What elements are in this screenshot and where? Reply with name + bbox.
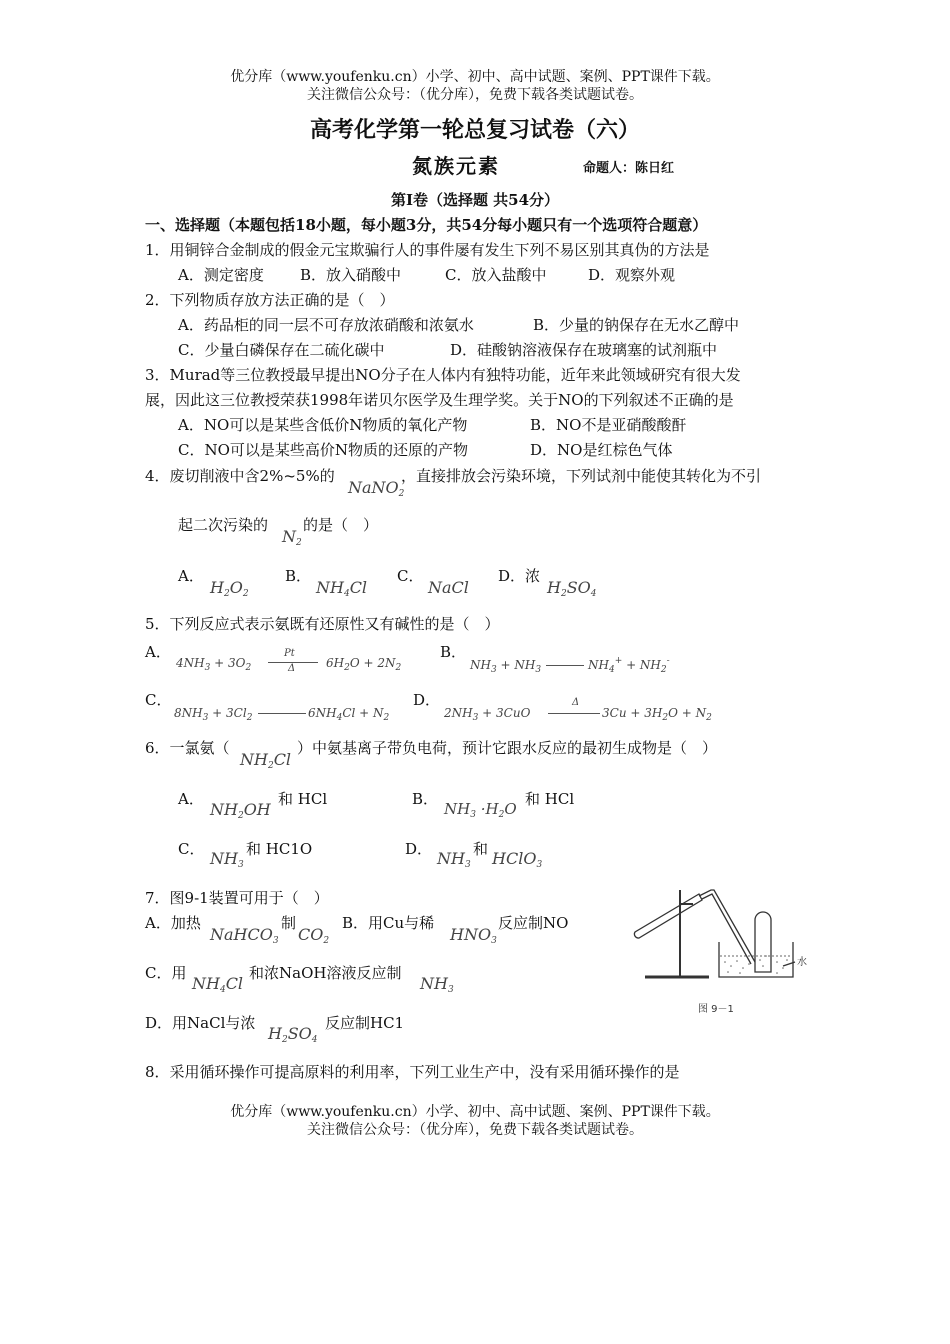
- formula-nacl: NaCl: [428, 578, 469, 597]
- header-line-2: 关注微信公众号：（优分库），免费下载各类试题试卷。: [307, 87, 643, 103]
- equation-d-left: $2NH_3 + 3CuO$: [444, 706, 531, 723]
- q3-stem-line2: 展，因此这三位教授荣获1998年诺贝尔医学及生理学奖。关于NO的下列叙述不正确的是: [145, 391, 734, 409]
- q1-option-b: B．放入硝酸中: [300, 266, 402, 284]
- footer-line-2: 关注微信公众号：（优分库），免费下载各类试题试卷。: [307, 1122, 643, 1138]
- q3-option-d: D．NO是红棕色气体: [530, 441, 673, 459]
- q5-stem: 5．下列反应式表示氨既有还原性又有碱性的是（ ）: [145, 615, 500, 633]
- q6-option-b: B．: [412, 790, 439, 808]
- formula-h2so4-q7: $H_2SO_4$: [268, 1024, 318, 1045]
- q6-option-b-text: 和 HCl: [525, 790, 575, 808]
- q3-stem-line1: 3．Murad等三位教授最早提出NO分子在人体内有独特功能，近年来此领域研究有很大发: [145, 366, 741, 384]
- formula-nano2: NaNO$_2$: [348, 478, 405, 499]
- q1-stem: 1．用铜锌合金制成的假金元宝欺骗行人的事件屡有发生下列不易区别其真伪的方法是: [145, 241, 710, 259]
- q1-option-a: A．测定密度: [178, 266, 264, 284]
- equation-d-right: $3Cu + 3H_2O + N_2$: [602, 706, 712, 723]
- q4-stem-part1: 4．废切削液中含2%~5%的: [145, 467, 335, 485]
- formula-nh2oh: $NH_2OH$: [210, 800, 271, 821]
- q7-stem: 7．图9-1装置可用于（ ）: [145, 889, 329, 907]
- q6-stem-part1: 6．一氯氨（: [145, 739, 230, 757]
- formula-h2o2: $H_2O_2$: [210, 578, 249, 599]
- header-line-1: 优分库（www.youfenku.cn）小学、初中、高中试题、案例、PPT课件下载。: [230, 69, 720, 85]
- equation-b-right: $NH_4^+ + NH_2^-$: [588, 656, 670, 675]
- formula-co2: $CO_2$: [298, 925, 330, 946]
- formula-hclo3: HClO$_3$: [492, 849, 543, 870]
- author: 命题人：陈日红: [583, 161, 675, 176]
- apparatus-figure: [625, 880, 820, 1020]
- q7-option-a-part2: 制: [281, 914, 297, 932]
- q1-option-d: D．观察外观: [588, 266, 676, 284]
- water-dots: [724, 955, 788, 974]
- q4-stem-part4: 的是（ ）: [303, 516, 379, 534]
- q5-option-d: D．: [413, 691, 441, 709]
- q2-option-c: C．少量白磷保存在二硫化碳中: [178, 341, 385, 359]
- figure-label: 图 9－1: [698, 1004, 734, 1015]
- formula-nh4cl: $NH_4Cl$: [316, 578, 368, 599]
- q6-option-a: A．: [178, 790, 204, 808]
- equation-c-arrow: [258, 713, 306, 714]
- equation-b-arrow: [546, 665, 584, 666]
- formula-nh3-h2o: $NH_3 \cdot H_2O$: [444, 800, 517, 820]
- q5-option-a: A．: [145, 643, 171, 661]
- equation-c-right: $6NH_4Cl + N_2$: [308, 706, 390, 723]
- q6-stem-part2: ）中氨基离子带负电荷，预计它跟水反应的最初生成物是（ ）: [297, 739, 718, 757]
- q8-stem: 8．采用循环操作可提高原料的利用率，下列工业生产中，没有采用循环操作的是: [145, 1063, 680, 1081]
- formula-nh2cl: $NH_2Cl$: [240, 750, 292, 771]
- q4-stem-part3: 起二次污染的: [178, 516, 269, 534]
- section-heading: 第Ⅰ卷（选择题 共54分）: [390, 191, 560, 209]
- q2-stem: 2．下列物质存放方法正确的是（ ）: [145, 291, 395, 309]
- part-heading: 一、选择题（本题包括18小题，每小题3分，共54分每小题只有一个选项符合题意）: [145, 216, 708, 234]
- q6-option-c-text: 和 HC1O: [246, 840, 313, 858]
- q6-option-a-text: 和 HCl: [278, 790, 328, 808]
- q6-option-c: C．: [178, 840, 205, 858]
- test-tube: [634, 894, 702, 938]
- q7-option-c-part2: 和浓NaOH溶液反应制: [249, 964, 402, 982]
- formula-nh4cl-q7: $NH_4Cl$: [192, 974, 244, 995]
- condition-heat-a: Δ: [288, 663, 296, 674]
- q7-option-c-part1: C．用: [145, 964, 187, 982]
- delivery-tube: [699, 890, 755, 962]
- delivery-tube-inner: [702, 894, 751, 964]
- q7-option-b-part1: B．用Cu与稀: [342, 914, 435, 932]
- collecting-tube: [755, 912, 771, 972]
- condition-heat-d: Δ: [572, 697, 580, 708]
- q1-option-c: C．放入盐酸中: [445, 266, 547, 284]
- q3-option-b: B．NO不是亚硝酸酸酐: [530, 416, 687, 434]
- footer-line-1: 优分库（www.youfenku.cn）小学、初中、高中试题、案例、PPT课件下载。: [230, 1104, 720, 1120]
- equation-b-left: $NH_3 + NH_3$: [470, 658, 542, 675]
- q3-option-a: A．NO可以是某些含低价N物质的氧化产物: [178, 416, 468, 434]
- q7-option-b-part2: 反应制NO: [498, 914, 569, 932]
- page-title: 高考化学第一轮总复习试卷（六）: [309, 117, 640, 143]
- q6-option-d-text: 和: [473, 840, 489, 858]
- q4-option-d: D．浓: [498, 567, 541, 585]
- subtitle: 氮族元素: [412, 154, 500, 178]
- formula-n2: $N_2$: [282, 527, 302, 548]
- formula-nh3-d: $NH_3$: [437, 849, 471, 870]
- condition-pt: Pt: [284, 648, 295, 659]
- water-label: 水: [797, 957, 807, 968]
- q6-option-d: D．: [405, 840, 433, 858]
- equation-d-arrow: [548, 713, 600, 714]
- q7-option-a-part1: A．加热: [145, 914, 201, 932]
- q5-option-b: B．: [440, 643, 467, 661]
- q7-option-d-part2: 反应制HC1: [325, 1014, 405, 1032]
- q2-option-b: B．少量的钠保存在无水乙醇中: [533, 316, 740, 334]
- formula-hno3: $HNO_3$: [450, 925, 497, 946]
- q5-option-c: C．: [145, 691, 172, 709]
- q3-option-c: C．NO可以是某些高价N物质的还原的产物: [178, 441, 469, 459]
- q4-stem-part2: ，直接排放会污染环境，下列试剂中能使其转化为不引: [401, 467, 762, 485]
- equation-a-left: $4NH_3 + 3O_2$: [176, 656, 252, 673]
- equation-c-left: $8NH_3 + 3Cl_2$: [174, 706, 253, 723]
- formula-nahco3: NaHCO$_3$: [210, 925, 279, 946]
- formula-nh3-c: $NH_3$: [210, 849, 244, 870]
- formula-h2so4: $H_2SO_4$: [547, 578, 597, 599]
- q2-option-a: A．药品柜的同一层不可存放浓硝酸和浓氨水: [178, 316, 474, 334]
- q4-option-b: B．: [285, 567, 312, 585]
- formula-nh3-q7: $NH_3$: [420, 974, 454, 995]
- q4-option-c: C．: [397, 567, 424, 585]
- equation-a-right: $6H_2O + 2N_2$: [326, 656, 402, 673]
- q7-option-d-part1: D．用NaCl与浓: [145, 1014, 256, 1032]
- q2-option-d: D．硅酸钠溶液保存在玻璃塞的试剂瓶中: [450, 341, 718, 359]
- q4-option-a: A．: [178, 567, 204, 585]
